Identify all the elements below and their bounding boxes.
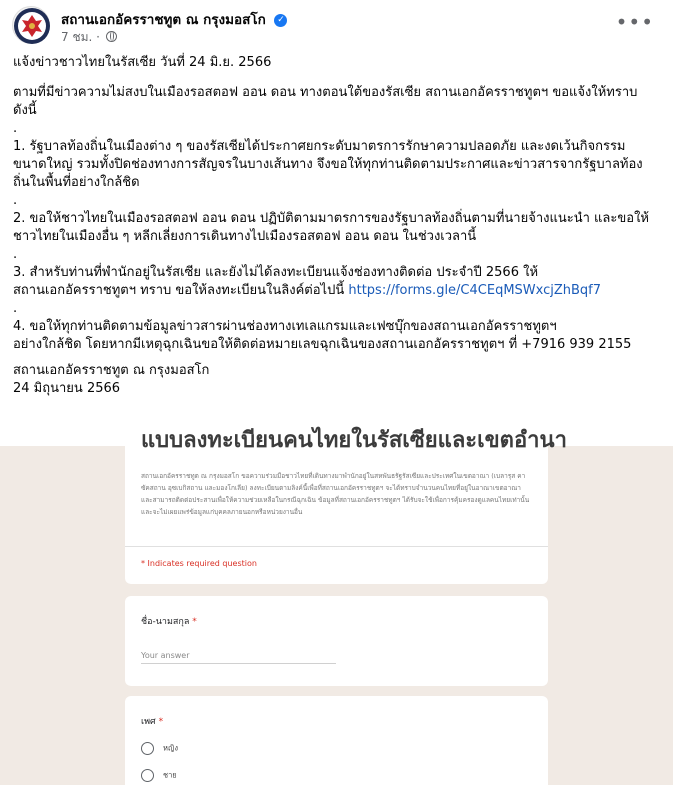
question-label [141,614,197,628]
radio-circle-icon[interactable] [141,769,154,782]
attached-form-image[interactable] [0,428,673,785]
required-note: * Indicates required question [141,559,257,568]
question-label-text: ชื่อ-นามสกุล [141,617,190,627]
post-item-1: 1. รัฐบาลท้องถิ่นในเมืองต่าง ๆ ของรัสเซียได้ประกาศยกระดับมาตรการรักษาความปลอดภัย และงดเว้นกิจกรรม ขนาดใหญ่ รวมทั้งปิดช่องทางการสัญจรในบางเส้นทาง จึงขอให้ทุกท่านติดตามประกาศและข่าวสารจากรัฐบาลท้อง ถิ่นในพื้นที่อย่างใกล้ชิด [13,139,643,190]
form-header-card [125,428,567,584]
verified-badge-icon: ✓ [274,14,287,27]
required-star: * [158,717,164,727]
page-avatar[interactable] [12,6,50,44]
required-star: * [192,617,197,627]
post-meta [61,28,117,47]
post-item-3 [13,264,663,300]
separator-dot: . [13,301,18,316]
post-body [13,54,663,398]
question-label [141,714,163,728]
page-name-text[interactable]: สถานเอกอัครราชทูต ณ กรุงมอสโก [61,12,266,28]
globe-icon [106,31,117,42]
more-options-button[interactable]: ••• [615,10,654,34]
post-signature: สถานเอกอัครราชทูต ณ กรุงมอสโก 24 มิถุนายน 2566 [13,363,210,396]
separator-dot: . [13,247,18,262]
radio-option-label: หญิง [163,743,178,753]
radio-circle-icon[interactable] [141,742,154,755]
form-question-gender [125,696,548,806]
separator-dot: . [13,121,18,136]
radio-option-male[interactable] [141,769,177,782]
garuda-emblem-icon [13,7,51,45]
post-item-2: 2. ขอให้ชาวไทยในเมืองรอสตอฟ ออน ดอน ปฏิบัติตามมาตรการของรัฐบาลท้องถิ่นตามที่นายจ้างแนะนำ และขอให้ ชาวไทยในเมืองอื่น ๆ หลีกเลี่ยงการเดินทางไปเมืองรอสตอฟ ออน ดอน ในช่วงเวลานี้ [13,211,649,244]
post-headline: แจ้งข่าวชาวไทยในรัสเซีย วันที่ 24 มิ.ย. 2566 [13,55,272,70]
form-divider [125,546,548,547]
post-item-3-text: 3. สำหรับท่านที่พำนักอยู่ในรัสเซีย และยังไม่ได้ลงทะเบียนแจ้งช่องทางติดต่อ ประจำปี 2566 ให้ สถานเอกอัครราชทูตฯ ทราบ ขอให้ลงทะเบียนในลิงค์ต่อไปนี้ [13,265,539,298]
separator-dot: . [13,193,18,208]
post-intro: ตามที่มีข่าวความไม่สงบในเมืองรอสตอฟ ออน ดอน ทางตอนใต้ของรัสเซีย สถานเอกอัครราชทูตฯ ขอแจ้งให้ทราบ ดังนี้ [13,85,638,118]
post-item-4: 4. ขอให้ทุกท่านติดตามข้อมูลข่าวสารผ่านช่องทางเทเลแกรมและเฟซบุ๊กของสถานเอกอัครราชทูตฯ อย่างใกล้ชิด โดยหากมีเหตุฉุกเฉินขอให้ติดต่อหมายเลขฉุกเฉินของสถานเอกอัครราชทูตฯ ที่ +7916 939 2155 [13,319,632,352]
registration-link[interactable]: https://forms.gle/C4CEqMSWxcjZhBqf7 [348,283,602,298]
question-label-text: เพศ [141,717,156,727]
answer-input[interactable]: Your answer [141,651,336,664]
form-question-name [125,596,548,686]
post-header [12,6,662,50]
post-time[interactable]: 7 ชม. · [61,30,100,44]
page-name[interactable] [61,8,287,30]
form-title: แบบลงทะเบียนคนไทยในรัสเซียและเขตอำนา [141,428,567,453]
radio-option-female[interactable] [141,742,178,755]
radio-option-label: ชาย [163,770,177,780]
form-description: สถานเอกอัครราชทูต ณ กรุงมอสโก ขอความร่วมมือชาวไทยที่เดินทางมาพำนักอยู่ในสหพันธรัฐรัสเซียและประเทศในเขตอาณา (เบลารุส คาซัคสถาน อุซเบกิสถาน และมองโกเลีย) ลงทะเบียนตามลิงค์นี้เพื่อที่สถานเอกอัครราชทูตฯ จะได้ทราบจำนวนคนไทยที่อยู่ในอาณาเขตอาณา และสามารถติดต่อประสานเพื่อให้ความช่วยเหลือในกรณีฉุกเฉิน ข้อมูลที่สถานเอกอัครราชทูตฯ ได้รับจะใช้เพื่อการคุ้มครองดูแลคนไทยเท่านั้น และจะไม่เผยแพร่ข้อมูลแก่บุคคลภายนอกหรือหน่วยงานอื่น [141,472,530,516]
